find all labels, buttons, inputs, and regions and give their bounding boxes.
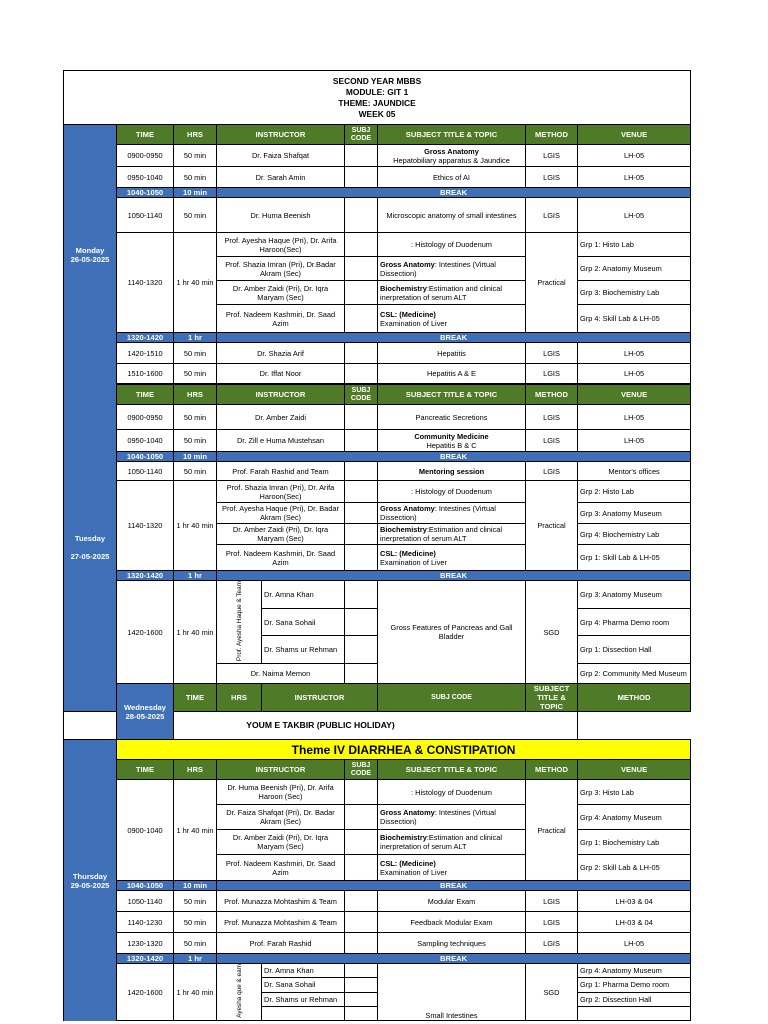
time-cell: 1050-1140 <box>117 891 174 912</box>
subject-cell: : Histology of Duodenum <box>378 780 526 805</box>
subject-topic: :Estimation and clinical inerpretation of serum ALT <box>380 833 503 852</box>
hrs-cell: 1 hr 40 min <box>174 233 217 333</box>
day-date: 29-05-2025 <box>70 880 110 890</box>
subject-topic: Hepatitis B & C <box>426 440 477 450</box>
col-header-hrs: HRS <box>174 760 217 780</box>
method-cell: LGIS <box>526 167 578 188</box>
venue-cell: Grp 1: Biochemistry Lab <box>578 830 691 855</box>
break-label: BREAK <box>217 188 691 198</box>
hrs-cell: 50 min <box>174 145 217 167</box>
title-line-week: WEEK 05 <box>358 108 396 119</box>
venue-cell: Grp 1: Pharma Demo room <box>578 978 691 992</box>
subject-cell <box>378 281 526 305</box>
instructor-cell: Prof. Ayesha Haque (Pri), Dr. Badar Akram (Sec) <box>217 503 345 524</box>
instructor-cell: Dr. Shazia Arif <box>217 343 345 364</box>
venue-cell: Mentor's offices <box>578 462 691 481</box>
hrs-cell: 50 min <box>174 430 217 452</box>
venue-cell: Grp 2: Community Med Museum <box>578 664 691 684</box>
break-time: 1320-1420 <box>117 333 174 343</box>
break-time: 1040-1050 <box>117 188 174 198</box>
subject-cell <box>378 524 526 545</box>
subject-heading: Gross Anatomy <box>380 259 435 269</box>
venue-cell: LH-05 <box>578 364 691 384</box>
col-header-subj-code: SUBJ CODE <box>345 760 378 780</box>
sgd-row <box>64 581 691 609</box>
hrs-cell: 50 min <box>174 405 217 430</box>
col-header-instructor: INSTRUCTOR <box>262 684 378 712</box>
venue-cell: Grp 2: Anatomy Museum <box>578 257 691 281</box>
table-row <box>64 145 691 167</box>
subject-cell: Modular Exam <box>378 891 526 912</box>
subj-code-cell <box>345 233 378 257</box>
break-row <box>64 881 691 891</box>
subject-cell <box>378 305 526 333</box>
subject-cell: Gross Features of Pancreas and Gall Bladder <box>378 581 526 684</box>
venue-cell: Grp 4: Anatomy Museum <box>578 964 691 978</box>
subject-cell: Feedback Modular Exam <box>378 912 526 933</box>
col-header-method: METHOD <box>578 684 691 712</box>
practical-row <box>64 780 691 805</box>
subj-code-cell <box>345 805 378 830</box>
time-cell: 1140-1320 <box>117 233 174 333</box>
method-cell: LGIS <box>526 430 578 452</box>
holiday-banner: YOUM E TAKBIR (PUBLIC HOLIDAY) <box>64 712 578 740</box>
sgd-member <box>262 1006 345 1020</box>
hrs-cell: 50 min <box>174 364 217 384</box>
subject-heading: Biochemistry <box>380 833 427 843</box>
subj-code-cell <box>345 992 378 1006</box>
venue-cell: Grp 4: Anatomy Museum <box>578 805 691 830</box>
hrs-cell: 50 min <box>174 933 217 954</box>
time-cell: 1420-1600 <box>117 964 174 1021</box>
col-header-hrs: HRS <box>174 385 217 405</box>
subj-code-cell <box>345 933 378 954</box>
subject-cell: Hepatitis A & E <box>378 364 526 384</box>
time-cell: 1510-1600 <box>117 364 174 384</box>
hrs-cell: 50 min <box>174 343 217 364</box>
break-row <box>64 954 691 964</box>
instructor-cell: Prof. Munazza Mohtashim & Team <box>217 912 345 933</box>
subj-code-cell <box>345 167 378 188</box>
sgd-member: Dr. Shams ur Rehman <box>262 992 345 1006</box>
table-row <box>64 364 691 384</box>
day-cell-monday <box>64 125 117 385</box>
venue-cell: LH-05 <box>578 145 691 167</box>
day-date: 28-05-2025 <box>125 711 165 721</box>
sgd-lead: Ayesha que & eam <box>235 964 243 1018</box>
break-time: 1040-1050 <box>117 881 174 891</box>
column-header-row <box>64 385 691 405</box>
day-name: Wednesday <box>123 702 167 712</box>
time-cell: 1140-1230 <box>117 912 174 933</box>
venue-cell: Grp 1: Skill Lab & LH-05 <box>578 545 691 571</box>
subj-code-cell <box>345 891 378 912</box>
day-name: Monday <box>75 245 105 255</box>
time-cell: 0950-1040 <box>117 167 174 188</box>
page-title <box>64 71 691 125</box>
method-cell: LGIS <box>526 462 578 481</box>
sgd-member: Dr. Sana Sohail <box>262 978 345 992</box>
method-cell: SGD <box>526 581 578 684</box>
subject-heading: Biochemistry <box>380 283 427 293</box>
venue-cell: Grp 4: Pharma Demo room <box>578 608 691 636</box>
subject-cell: Ethics of AI <box>378 167 526 188</box>
instructor-cell: Dr. Zill e Huma Mustehsan <box>217 430 345 452</box>
method-cell: LGIS <box>526 933 578 954</box>
instructor-cell: Dr. Sarah Amin <box>217 167 345 188</box>
subject-cell <box>378 503 526 524</box>
sgd-lead-cell <box>217 581 262 664</box>
subj-code-cell <box>345 281 378 305</box>
instructor-cell: Prof. Nadeem Kashmiri, Dr. Saad Azim <box>217 545 345 571</box>
sgd-row <box>64 964 691 978</box>
break-label: BREAK <box>217 881 691 891</box>
time-cell: 1420-1510 <box>117 343 174 364</box>
timetable-sheet <box>63 70 690 1020</box>
method-cell: SGD <box>526 964 578 1021</box>
col-header-method: METHOD <box>526 125 578 145</box>
break-label: BREAK <box>217 571 691 581</box>
subject-heading: CSL: (Medicine) <box>380 858 436 868</box>
table-row <box>64 933 691 954</box>
subject-cell <box>378 145 526 167</box>
break-label: BREAK <box>217 333 691 343</box>
venue-cell <box>578 1006 691 1020</box>
table-row <box>64 891 691 912</box>
break-row <box>64 333 691 343</box>
subj-code-cell <box>345 198 378 233</box>
subj-code-cell <box>345 912 378 933</box>
sgd-member: Dr. Amna Khan <box>262 964 345 978</box>
method-cell: LGIS <box>526 145 578 167</box>
subject-topic: Examination of Liver <box>380 557 447 567</box>
subject-cell <box>378 257 526 281</box>
hrs-cell: 1 hr 40 min <box>174 780 217 881</box>
instructor-cell: Dr. Amber Zaidi (Pri), Dr. Iqra Maryam (Sec) <box>217 830 345 855</box>
time-cell: 0900-1040 <box>117 780 174 881</box>
subject-cell <box>378 830 526 855</box>
day-cell-thursday <box>64 740 117 1021</box>
break-duration: 1 hr <box>174 954 217 964</box>
venue-cell: Grp 3: Histo Lab <box>578 780 691 805</box>
hrs-cell: 50 min <box>174 462 217 481</box>
instructor-cell: Prof. Ayesha Haque (Pri), Dr. Arifa Haroon(Sec) <box>217 233 345 257</box>
venue-cell: Grp 4: Skill Lab & LH-05 <box>578 305 691 333</box>
time-cell: 1050-1140 <box>117 198 174 233</box>
hrs-cell: 1 hr 40 min <box>174 481 217 571</box>
instructor-cell: Dr. Amber Zaidi (Pri), Dr. Iqra Maryam (Sec) <box>217 281 345 305</box>
col-header-subj-code: SUBJ CODE <box>378 684 526 712</box>
table-row <box>64 167 691 188</box>
subject-cell: Pancreatic Secretions <box>378 405 526 430</box>
subject-topic: Examination of Liver <box>380 867 447 877</box>
instructor-cell: Dr. Huma Beenish (Pri), Dr. Arifa Haroon (Sec) <box>217 780 345 805</box>
col-header-venue: VENUE <box>578 760 691 780</box>
subj-code-cell <box>345 145 378 167</box>
subj-code-cell <box>345 305 378 333</box>
col-header-time: TIME <box>117 125 174 145</box>
subject-topic: : Intestines (Virtual Dissection) <box>380 504 496 522</box>
venue-cell: Grp 2: Skill Lab & LH-05 <box>578 855 691 881</box>
instructor-cell: Prof. Farah Rashid and Team <box>217 462 345 481</box>
hrs-cell: 1 hr 40 min <box>174 964 217 1021</box>
instructor-cell: Prof. Shazia Imran (Pri), Dr.Badar Akram (Sec) <box>217 257 345 281</box>
practical-row <box>64 481 691 503</box>
subject-heading: Gross Anatomy <box>380 504 435 513</box>
practical-row <box>64 233 691 257</box>
subj-code-cell <box>345 1006 378 1020</box>
subject-cell <box>378 430 526 452</box>
break-duration: 1 hr <box>174 333 217 343</box>
break-label: BREAK <box>217 954 691 964</box>
venue-cell: LH-05 <box>578 430 691 452</box>
subj-code-cell <box>345 855 378 881</box>
col-header-time: TIME <box>117 385 174 405</box>
col-header-venue: VENUE <box>578 125 691 145</box>
subj-code-cell <box>345 503 378 524</box>
timetable <box>63 70 691 1021</box>
col-header-hrs: HRS <box>217 684 262 712</box>
time-cell: 1050-1140 <box>117 462 174 481</box>
break-time: 1320-1420 <box>117 571 174 581</box>
venue-cell: LH-05 <box>578 933 691 954</box>
instructor-cell: Dr. Faiza Shafqat (Pri), Dr. Badar Akram (Sec) <box>217 805 345 830</box>
sgd-lead-cell <box>217 964 262 1021</box>
break-label: BREAK <box>217 452 691 462</box>
break-duration: 10 min <box>174 188 217 198</box>
table-row <box>64 343 691 364</box>
subject-heading: Gross Anatomy <box>424 146 479 156</box>
subject-cell <box>378 545 526 571</box>
table-row <box>64 405 691 430</box>
col-header-venue: VENUE <box>578 385 691 405</box>
col-header-time: TIME <box>174 684 217 712</box>
subj-code-cell <box>345 581 378 609</box>
subject-cell: Hepatitis <box>378 343 526 364</box>
method-cell: LGIS <box>526 891 578 912</box>
subject-topic: Hepatobiliary apparatus & Jaundice <box>393 155 510 165</box>
method-cell: Practical <box>526 481 578 571</box>
subject-topic: :Estimation and clinical inerpretation of serum ALT <box>380 525 503 543</box>
subj-code-cell <box>345 343 378 364</box>
method-cell: LGIS <box>526 405 578 430</box>
title-row <box>64 71 691 125</box>
break-row <box>64 571 691 581</box>
subj-code-cell <box>345 257 378 281</box>
table-row <box>64 198 691 233</box>
subject-heading: CSL: (Medicine) <box>380 309 436 319</box>
day-name: Thursday <box>72 871 108 881</box>
break-duration: 10 min <box>174 452 217 462</box>
hrs-cell: 50 min <box>174 891 217 912</box>
venue-cell: Grp 2: Dissection Hall <box>578 992 691 1006</box>
instructor-cell: Dr. Faiza Shafqat <box>217 145 345 167</box>
hrs-cell: 1 hr 40 min <box>174 581 217 684</box>
subj-code-cell <box>345 664 378 684</box>
subject-cell: : Histology of Duodenum <box>378 481 526 503</box>
method-cell: Practical <box>526 780 578 881</box>
hrs-cell: 50 min <box>174 167 217 188</box>
subj-code-cell <box>345 636 378 664</box>
instructor-cell: Dr. Iffat Noor <box>217 364 345 384</box>
instructor-cell: Prof. Shazia Imran (Pri), Dr. Arifa Haroon(Sec) <box>217 481 345 503</box>
table-row <box>64 912 691 933</box>
day-name: Tuesday <box>74 534 106 544</box>
venue-cell: LH-05 <box>578 198 691 233</box>
instructor-cell: Prof. Farah Rashid <box>217 933 345 954</box>
column-header-row <box>64 684 691 712</box>
col-header-instructor: INSTRUCTOR <box>217 760 345 780</box>
subject-cell: Mentoring session <box>378 462 526 481</box>
col-header-subj-code: SUBJ CODE <box>345 125 378 145</box>
method-cell: LGIS <box>526 912 578 933</box>
time-cell: 1420-1600 <box>117 581 174 684</box>
day-date: 26-05-2025 <box>70 254 110 264</box>
subj-code-cell <box>345 364 378 384</box>
method-cell: LGIS <box>526 364 578 384</box>
col-header-time: TIME <box>117 760 174 780</box>
subj-code-cell <box>345 780 378 805</box>
break-duration: 10 min <box>174 881 217 891</box>
subj-code-cell <box>345 524 378 545</box>
sgd-member: Dr. Naima Memon <box>217 664 345 684</box>
subj-code-cell <box>345 430 378 452</box>
sgd-lead: Prof. Ayesha Haque & Team <box>235 581 243 662</box>
venue-cell: Grp 3: Biochemistry Lab <box>578 281 691 305</box>
title-line-theme: THEME: JAUNDICE <box>338 97 416 108</box>
col-header-hrs: HRS <box>174 125 217 145</box>
method-cell: Practical <box>526 233 578 333</box>
day-date: 27-05-2025 <box>70 552 110 562</box>
subject-topic: :Estimation and clinical inerpretation of serum ALT <box>380 283 503 302</box>
instructor-cell: Prof. Nadeem Kashmiri, Dr. Saad Azim <box>217 305 345 333</box>
venue-cell: Grp 3: Anatomy Museum <box>578 581 691 609</box>
col-header-subject: SUBJECT TITLE & TOPIC <box>378 760 526 780</box>
col-header-subject: SUBJECT TITLE & TOPIC <box>378 125 526 145</box>
time-cell: 0900-0950 <box>117 405 174 430</box>
table-row <box>64 430 691 452</box>
col-header-subj-code: SUBJ CODE <box>345 385 378 405</box>
instructor-cell: Prof. Nadeem Kashmiri, Dr. Saad Azim <box>217 855 345 881</box>
venue-cell: LH-03 & 04 <box>578 912 691 933</box>
sgd-member: Dr. Amna Khan <box>262 581 345 609</box>
venue-cell: Grp 1: Histo Lab <box>578 233 691 257</box>
subject-cell: Small Intestines <box>378 964 526 1021</box>
col-header-instructor: INSTRUCTOR <box>217 125 345 145</box>
hrs-cell: 50 min <box>174 912 217 933</box>
subject-cell <box>378 855 526 881</box>
break-duration: 1 hr <box>174 571 217 581</box>
col-header-method: METHOD <box>526 385 578 405</box>
subj-code-cell <box>345 481 378 503</box>
subj-code-cell <box>345 978 378 992</box>
method-cell: LGIS <box>526 343 578 364</box>
subj-code-cell <box>345 964 378 978</box>
sgd-member: Dr. Sana Sohail <box>262 608 345 636</box>
subject-cell: : Histology of Duodenum <box>378 233 526 257</box>
method-cell: LGIS <box>526 198 578 233</box>
subj-code-cell <box>345 608 378 636</box>
venue-cell: Grp 2: Histo Lab <box>578 481 691 503</box>
subject-heading: Community Medicine <box>414 431 489 441</box>
break-time: 1320-1420 <box>117 954 174 964</box>
venue-cell: Grp 3: Anatomy Museum <box>578 503 691 524</box>
subj-code-cell <box>345 830 378 855</box>
venue-cell: LH-05 <box>578 343 691 364</box>
venue-cell: LH-05 <box>578 405 691 430</box>
subject-heading: CSL: (Medicine) <box>380 548 436 558</box>
venue-cell: LH-03 & 04 <box>578 891 691 912</box>
instructor-cell: Dr. Huma Beenish <box>217 198 345 233</box>
time-cell: 0900-0950 <box>117 145 174 167</box>
break-time: 1040-1050 <box>117 452 174 462</box>
instructor-cell: Dr. Amber Zaidi (Pri), Dr. Iqra Maryam (Sec) <box>217 524 345 545</box>
col-header-method: METHOD <box>526 760 578 780</box>
title-line-module: MODULE: GIT 1 <box>345 86 409 97</box>
venue-cell: LH-05 <box>578 167 691 188</box>
venue-cell: Grp 4: Biochemistry Lab <box>578 524 691 545</box>
column-header-row <box>64 760 691 780</box>
subject-heading: Gross Anatomy <box>380 808 435 818</box>
subject-cell: Sampling techniques <box>378 933 526 954</box>
day-cell-tuesday <box>64 385 117 712</box>
subj-code-cell <box>345 462 378 481</box>
subject-topic: : Intestines (Virtual Dissection) <box>380 808 496 827</box>
table-row <box>64 462 691 481</box>
theme-banner: Theme IV DIARRHEA & CONSTIPATION <box>117 740 691 760</box>
subject-heading: Biochemistry <box>380 525 427 534</box>
time-cell: 1230-1320 <box>117 933 174 954</box>
theme-row <box>64 740 691 760</box>
col-header-subject: SUBJECT TITLE & TOPIC <box>378 385 526 405</box>
column-header-row <box>64 125 691 145</box>
subj-code-cell <box>345 545 378 571</box>
title-line-program: SECOND YEAR MBBS <box>332 75 422 86</box>
break-row <box>64 452 691 462</box>
subj-code-cell <box>345 405 378 430</box>
subject-cell: Microscopic anatomy of small intestines <box>378 198 526 233</box>
break-row <box>64 188 691 198</box>
col-header-instructor: INSTRUCTOR <box>217 385 345 405</box>
subject-topic: : Intestines (Virtual Dissection) <box>380 259 496 278</box>
instructor-cell: Prof. Munazza Mohtashim & Team <box>217 891 345 912</box>
sgd-member: Dr. Shams ur Rehman <box>262 636 345 664</box>
venue-cell: Grp 1: Dissection Hall <box>578 636 691 664</box>
instructor-cell: Dr. Amber Zaidi <box>217 405 345 430</box>
time-cell: 1140-1320 <box>117 481 174 571</box>
subject-topic: Examination of Liver <box>380 318 447 328</box>
time-cell: 0950-1040 <box>117 430 174 452</box>
hrs-cell: 50 min <box>174 198 217 233</box>
subject-cell <box>378 805 526 830</box>
col-header-subject: SUBJECT TITLE & TOPIC <box>526 684 578 712</box>
